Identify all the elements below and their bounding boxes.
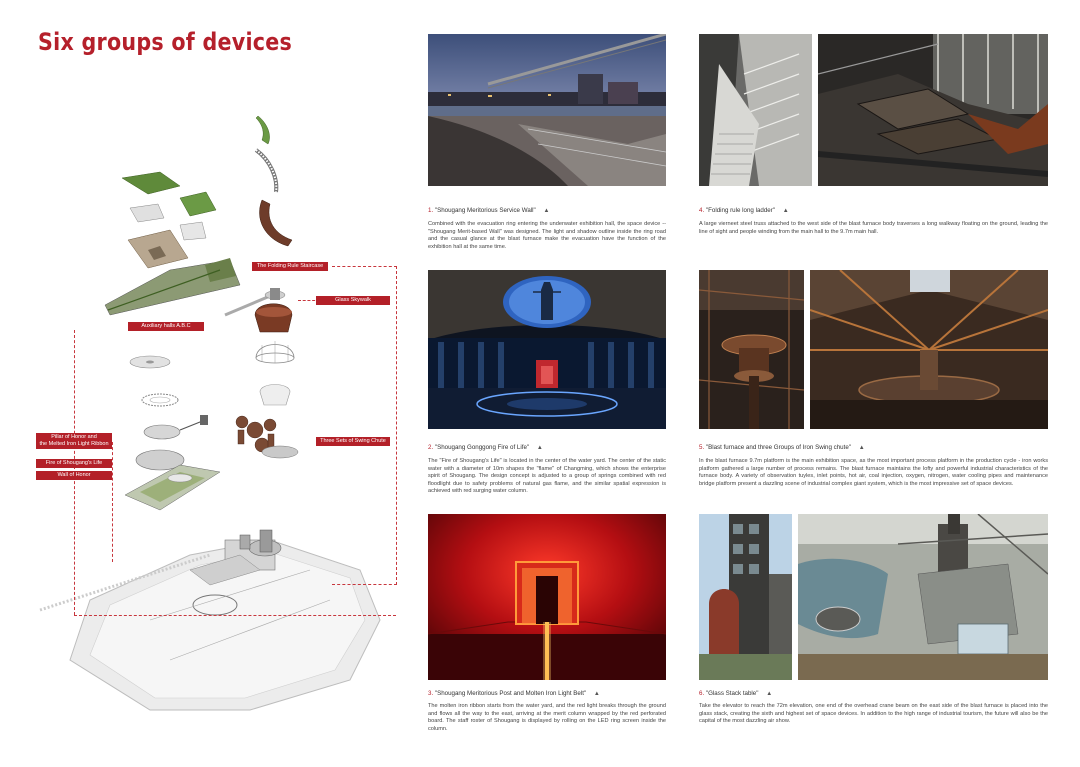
section-2-title: "Shougang Gonggong Fire of Life" — [434, 444, 530, 451]
triangle-marker-icon: ▲ — [858, 445, 865, 451]
label-wall-of-honor: Wall of Honor — [36, 471, 112, 480]
section-4-text: A large vierneet steel truss attached to the west side of the blast furnace body traverses a long walkway floating on the ground, leading the line of sight and people winding from the main hall to the 9.7m main hall. — [699, 221, 1048, 235]
triangle-marker-icon: ▲ — [782, 208, 789, 214]
section-3-number: 3. — [428, 690, 434, 697]
section-1-text: Combined with the evacuation ring entering the underwater exhibition hall, the space device -- "Shougang Merit-based Wall" was designed. The light and shadow outline inside the ring road and the casual glance at the blast furnace make the evacuation have the function of the exhibition hall at the same time. — [428, 221, 666, 250]
photo-meritorious-service-wall — [428, 34, 666, 186]
triangle-marker-icon: ▲ — [543, 208, 550, 214]
photo-folding-ladder-right — [818, 34, 1048, 186]
label-auxiliary-halls: Auxiliary halls A.B.C — [128, 322, 204, 331]
section-5-title: "Blast furnace and three Groups of Iron Swing chute" — [705, 444, 851, 451]
triangle-marker-icon: ▲ — [536, 445, 543, 451]
blast-furnace-model — [225, 288, 298, 458]
section-6-number: 6. — [699, 690, 705, 697]
triangle-marker-icon: ▲ — [593, 691, 600, 697]
heading-section-2 — [428, 444, 543, 451]
photo-molten-iron-light-belt — [428, 514, 666, 680]
heading-section-5 — [699, 444, 865, 451]
photo-swing-chute-left — [699, 270, 804, 429]
heading-section-1 — [428, 207, 549, 214]
landscape-layers — [105, 172, 240, 315]
auxiliary-disks-model — [125, 356, 220, 510]
section-3-text: The molten iron ribbon starts from the water yard, and the red light breaks through the ground and flows all the way to the east, arriving at the merit column wrapped by the red perforated board. The staff roster of Shougang is displayed by rolling on the LED ring screen inside the column. — [428, 703, 666, 732]
photo-fire-of-life — [428, 270, 666, 429]
photo-glass-stack-left — [699, 514, 792, 680]
section-5-text: In the blast furnace 9.7m platform is the main exhibition space, as the most important process platform in the production cycle - iron works platform gathered a large number of process remains. The blast furnace maintains the lofty and powerful industrial characteristics of the furnace body. A variety of observation tuyles, inlet points, hot air, coal injection, oxygen, nitrogen, water cooling pipes and maintenance bridge platform present a dazzling scene of industrial complex giant system, which is the most impressive set of space devices. — [699, 458, 1048, 487]
section-6-title: "Glass Stack table" — [705, 690, 759, 697]
section-5-number: 5. — [699, 444, 705, 451]
page-title: Six groups of devices — [38, 28, 293, 56]
section-2-number: 2. — [428, 444, 434, 451]
label-glass-skywalk: Glass Skywalk — [316, 296, 390, 305]
folding-staircase-model — [256, 116, 292, 246]
label-fire-of-shougang: Fire of Shougang's Life — [36, 459, 112, 468]
section-2-text: The "Fire of Shougang's Life" is located in the center of the water yard. The center of the static water with a diameter of 10m shapes the "flame" of Changming, which shows the enterprise spirit of Shougang. The design concept is adjusted to a group of springs combined with red floodlight due to safety problems of natural gas flame, and the similar spatial expression is achieved with red surging water column. — [428, 458, 666, 495]
section-6-text: Take the elevator to reach the 72m elevation, one end of the overhead crane beam on the east side of the blast furnace is placed into the glass stack, creating the sixth and highest set of space devices. In addition to the high range of industrial tourism, the future will also be the capital of the most dazzling air show. — [699, 703, 1048, 725]
heading-section-4 — [699, 207, 789, 214]
photo-folding-ladder-left — [699, 34, 812, 186]
section-4-number: 4. — [699, 207, 705, 214]
label-folding-rule-staircase: The Folding Rule Staircase — [252, 262, 328, 271]
heading-section-6 — [699, 690, 772, 697]
site-base-plan — [40, 530, 380, 710]
photo-blast-furnace-platform — [810, 270, 1048, 429]
label-pillar-of-honor-line1: Pillar of Honor and — [51, 434, 97, 440]
section-1-number: 1. — [428, 207, 434, 214]
label-swing-chute: Three Sets of Swing Chute — [316, 437, 390, 446]
section-4-title: "Folding rule long ladder" — [705, 207, 775, 214]
section-3-title: "Shougang Meritorious Post and Molten Iron Light Belt" — [434, 690, 587, 697]
photo-glass-stack-aerial — [798, 514, 1048, 680]
heading-section-3 — [428, 690, 600, 697]
triangle-marker-icon: ▲ — [766, 691, 773, 697]
label-pillar-of-honor-line2: the Melted Iron Light Ribbon — [39, 441, 109, 447]
label-pillar-of-honor — [36, 433, 112, 449]
section-1-title: "Shougang Meritorious Service Wall" — [434, 207, 536, 214]
